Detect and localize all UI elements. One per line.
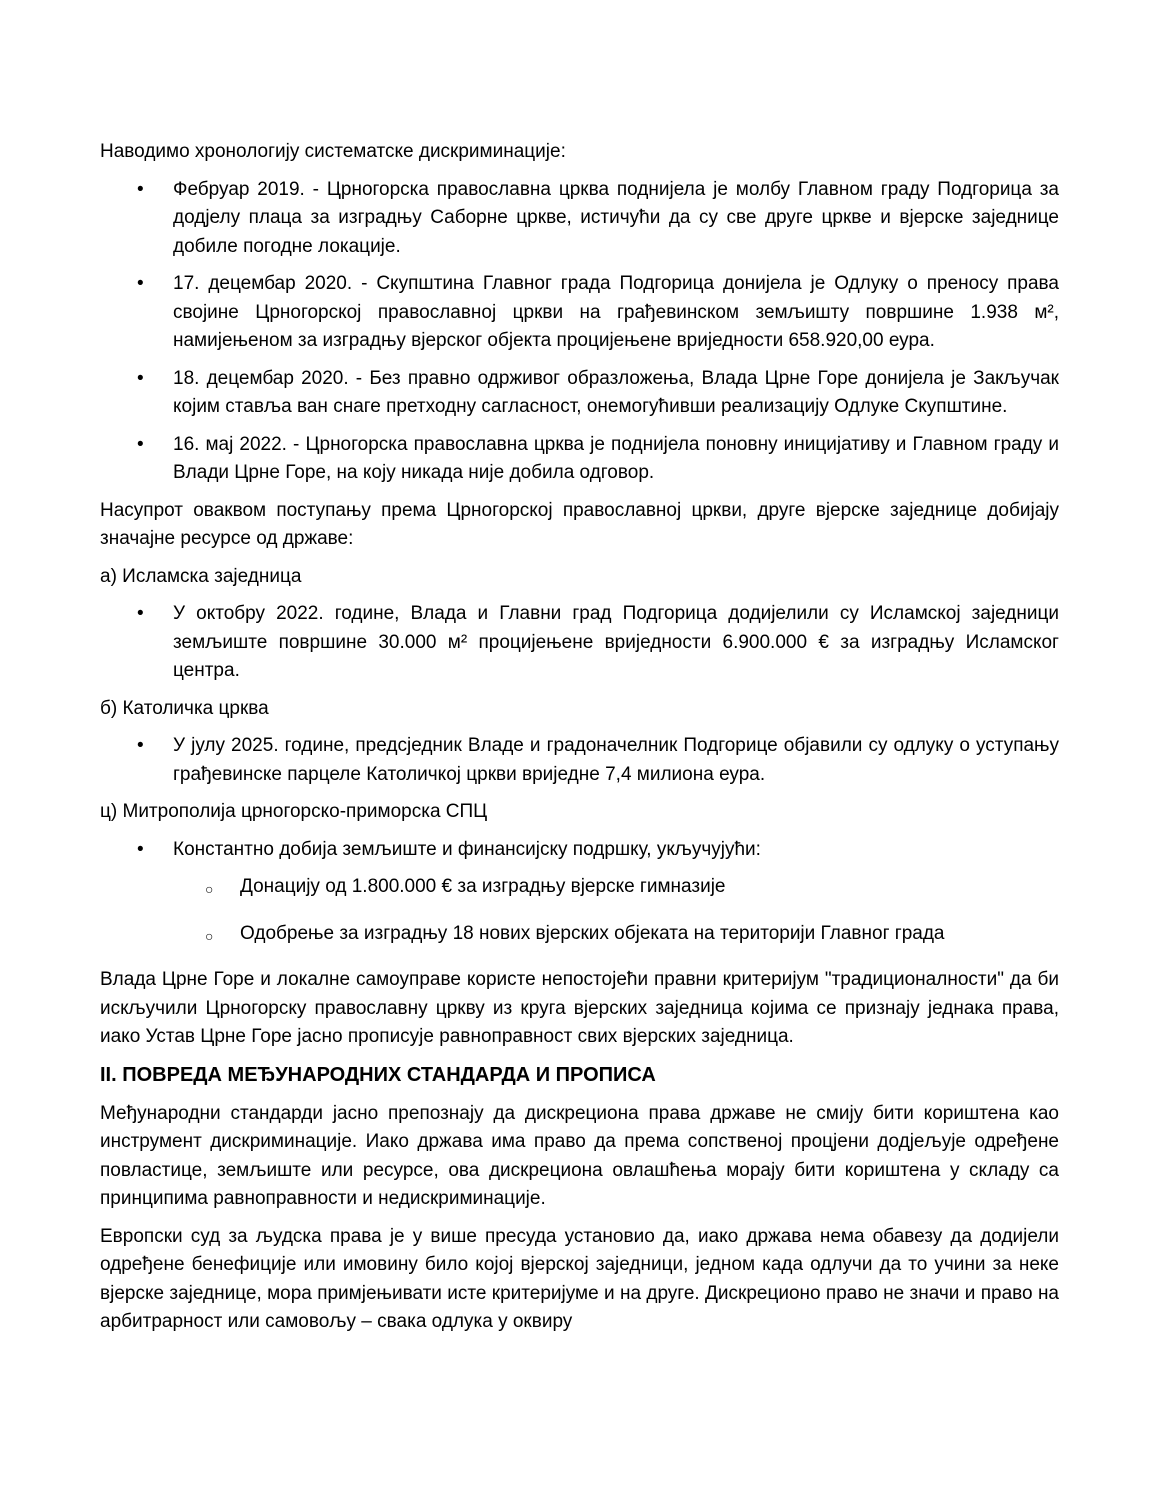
bullet-icon: • xyxy=(137,433,144,455)
criteria-paragraph: Влада Црне Горе и локалне самоуправе користе непостојећи правни критеријум "традиционалности" да би искључили Црногорску православну цркву из круга вјерских заједница којима се признају једнака права, иако Устав Црне Горе јасно прописује равноправност свих вјерских заједница. xyxy=(100,969,1059,1047)
section-b-item xyxy=(100,732,1059,789)
chronology-item-3-text: 18. децембар 2020. - Без правно одрживог образложења, Влада Црне Горе донијела је Закључак којим ставља ван снаге претходну сагласност, онемогућивши реализацију Одлуке Скупштине. xyxy=(173,367,1059,417)
chronology-item-3 xyxy=(100,365,1059,422)
bullet-icon: • xyxy=(137,735,144,756)
bullet-icon: • xyxy=(137,367,144,389)
section-2-heading: II. ПОВРЕДА МЕЂУНАРОДНИХ СТАНДАРДА И ПРОПИСА xyxy=(100,1063,656,1086)
section-c-sub-item-1-text: Донацију од 1.800.000 € за изградњу вјерске гимназије xyxy=(240,876,726,897)
chronology-item-4-text: 16. мај 2022. - Црногорска православна црква је поднијела поновну иницијативу и Главном граду и Влади Црне Горе, на коју никада није добила одговор. xyxy=(173,433,1059,483)
contrast-paragraph: Насупрот оваквом поступању према Црногорској православној цркви, друге вјерске заједнице добијају значајне ресурсе од државе: xyxy=(100,499,1059,549)
chronology-item-4 xyxy=(100,431,1059,488)
section-c-sub-item-2 xyxy=(100,920,1059,951)
section-c-sub-item-1 xyxy=(100,873,1059,904)
bullet-icon: • xyxy=(137,178,144,200)
section-a-label: а) Исламска заједница xyxy=(100,565,302,587)
bullet-icon: • xyxy=(137,273,144,294)
echr-paragraph: Европски суд за људска права је у више пресуда установио да, иако држава нема обавезу да додијели одређене бенефиције или имовину било којој вјерској заједници, једном када одлучи да то учини за неке вјерске заједнице, мора примјењивати исте критеријуме и на друге. Дискреционо право не значи и право на арбитрарност или самовољу – свака одлука у оквиру xyxy=(100,1225,1059,1332)
chronology-item-1-text: Фебруар 2019. - Црногорска православна црква поднијела је молбу Главном граду Подгорица за додјелу плаца за изградњу Саборне цркве, истичући да су све друге цркве и вјерске заједнице добиле погодне локације. xyxy=(173,178,1059,257)
chronology-item-2 xyxy=(100,270,1059,356)
chronology-item-1 xyxy=(100,176,1059,262)
section-b-label: б) Католичка црква xyxy=(100,697,269,719)
standards-paragraph: Међународни стандарди јасно препознају да дискрециона права државе не смију бити кориштена као инструмент дискриминације. Иако држава има право да према сопственој процјени додјељује одређене повластице, земљиште или ресурсе, ова дискрециона овлашћења морају бити кориштена у складу са принципима равноправности и недискриминације. xyxy=(100,1102,1059,1209)
circle-bullet-icon: ○ xyxy=(205,881,214,897)
section-a-item-text: У октобру 2022. године, Влада и Главни град Подгорица додијелили су Исламској заједници земљиште површине 30.000 м² процијењене вриједности 6.900.000 € за изградњу Исламског центра. xyxy=(173,603,1059,681)
intro-paragraph: Наводимо хронологију систематске дискриминације: xyxy=(100,141,566,162)
bullet-icon: • xyxy=(137,838,144,860)
section-c-item xyxy=(100,836,1059,865)
section-c-label: ц) Митрополија црногорско-приморска СПЦ xyxy=(100,801,488,822)
bullet-icon: • xyxy=(137,603,144,624)
circle-bullet-icon: ○ xyxy=(205,927,214,944)
section-c-item-text: Константно добија земљиште и финансијску подршку, укључујући: xyxy=(173,838,761,860)
section-c-sub-item-2-text: Одобрење за изградњу 18 нових вјерских објеката на територији Главног града xyxy=(240,922,945,944)
section-a-item xyxy=(100,600,1059,686)
chronology-item-2-text: 17. децембар 2020. - Скупштина Главног града Подгорица донијела је Одлуку о преносу права својине Црногорској православној цркви на грађевинском земљишту површине 1.938 м², намијењеном за изградњу вјерског објекта процијењене вриједности 658.920,00 еура. xyxy=(173,273,1059,351)
section-b-item-text: У јулу 2025. године, предсједник Владе и градоначелник Подгорице објавили су одлуку о уступању грађевинске парцеле Католичкој цркви вриједне 7,4 милиона еура. xyxy=(173,735,1059,785)
